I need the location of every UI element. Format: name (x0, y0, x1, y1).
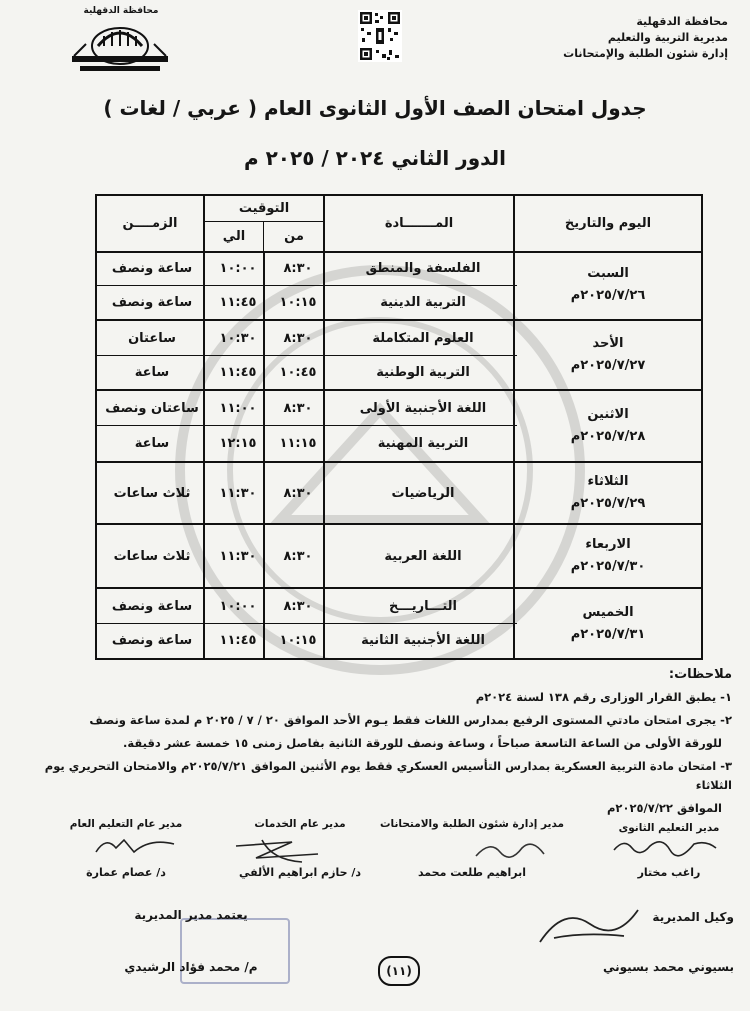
from-cell: ٨:٣٠ (283, 330, 313, 346)
from-cell: ٨:٣٠ (283, 485, 313, 501)
table-row (97, 426, 517, 460)
to-cell: ١٠:٠٠ (219, 598, 257, 614)
day-date: ٢٠٢٥/٧/٢٧م (570, 358, 646, 373)
from-cell: ١٠:٤٥ (279, 364, 317, 380)
day-date: ٢٠٢٥/٧/٢٨م (570, 429, 646, 444)
to-cell: ١١:٣٠ (219, 548, 257, 564)
note-2: ٢- يجرى امتحان مادتي المستوى الرفيع بمدارس اللغات فقط يـوم الأحد الموافق ٢٠ / ٧ / ٢٠٢٥ م لمدة ساعة ونصف (89, 713, 732, 727)
handwritten-signature (610, 834, 720, 858)
day-group-sunday (97, 321, 517, 391)
duration-cell: ساعتان (128, 330, 176, 346)
exam-schedule-table (95, 194, 703, 660)
day-group-saturday (97, 251, 517, 321)
subject-cell: اللغة الأجنبية الثانية (361, 633, 485, 648)
org-line-1: محافظة الدقهلية (636, 15, 728, 28)
duration-cell: ساعة ونصف (111, 633, 193, 648)
signature-director (96, 908, 286, 980)
to-cell: ١٠:٣٠ (219, 330, 257, 346)
to-cell: ١١:٠٠ (219, 400, 257, 416)
subject-cell: التربية الدينية (380, 294, 466, 310)
signature-name: ابراهيم طلعت محمد (417, 866, 527, 879)
signature-role: مدير عام الخدمات (254, 818, 346, 830)
signature-name: د/ حازم ابراهيم الألفي (239, 866, 361, 879)
day-group-tuesday (97, 463, 517, 525)
subject-cell: اللغة العربية (384, 548, 462, 564)
day-group-wednesday (97, 525, 517, 589)
day-name: الاثنين (587, 407, 629, 422)
table-row (97, 463, 517, 523)
from-cell: ٨:٣٠ (283, 548, 313, 564)
organization-header (538, 14, 728, 62)
day-cell-monday (515, 391, 701, 463)
day-date: ٢٠٢٥/٧/٣١م (570, 626, 646, 642)
qr-code (358, 10, 402, 62)
day-cell-wednesday (515, 525, 701, 589)
subject-cell: التـــاريـــخ (389, 598, 457, 614)
to-cell: ١٢:١٥ (219, 435, 257, 451)
signature-name: م/ محمد فؤاد الرشيدي (124, 960, 258, 974)
org-line-2: مديرية التربية والتعليم (607, 31, 728, 44)
signature-role: يعتمد مدير المديرية (134, 908, 248, 922)
duration-cell: ساعة (134, 435, 170, 451)
to-cell: ١٠:٠٠ (219, 260, 257, 276)
signature-role: مدير إدارة شئون الطلبة والامتحانات (379, 818, 565, 830)
day-name: الأحد (592, 336, 624, 351)
table-row (97, 589, 517, 624)
table-row (97, 623, 517, 658)
signature-name: راغب مختار (637, 866, 701, 879)
day-name: الخميس (582, 604, 634, 620)
signature-role: مدير التعليم الثانوى (618, 822, 720, 834)
governorate-logo (64, 6, 176, 78)
page-subtitle: الدور الثاني ٢٠٢٤ / ٢٠٢٥ م (243, 146, 507, 170)
subject-cell: التربية الوطنية (376, 364, 470, 380)
table-row (97, 391, 517, 426)
subject-cell: الرياضيات (391, 485, 455, 501)
duration-cell: ساعة ونصف (111, 598, 193, 614)
page-title: جدول امتحان الصف الأول الثانوى العام ( عربي / لغات ) (103, 96, 647, 120)
header-duration: الزمــــن (122, 216, 178, 231)
table-row (97, 285, 517, 319)
from-cell: ١٠:١٥ (279, 633, 317, 648)
from-cell: ٨:٣٠ (283, 598, 313, 614)
handwritten-signature (534, 902, 644, 948)
note-1: ١- يطبق القرار الوزارى رقم ١٣٨ لسنة ٢٠٢٤م (475, 690, 732, 704)
subject-cell: الفلسفة والمنطق (365, 260, 481, 276)
header-to: الي (222, 229, 246, 244)
page-number: (١١) (378, 956, 420, 986)
day-name: الثلاثاء (587, 474, 629, 489)
day-cell-tuesday (515, 463, 701, 525)
day-date: ٢٠٢٥/٧/٢٩م (570, 496, 646, 511)
handwritten-signature (232, 836, 322, 866)
signature-name: د/ عصام عمارة (86, 866, 166, 879)
day-cell-saturday (515, 251, 701, 321)
logo-caption: محافظة الدقهلية (83, 6, 159, 16)
note-3: ٣- امتحان مادة التربية العسكرية بمدارس التأسيس العسكري فقط يوم الأثنين الموافق ٢٠٢٥/٧/٢١م والامتحان التحريري يوم الثلاثاء (44, 759, 732, 792)
header-timing: التوقيت (205, 196, 323, 222)
duration-cell: ثلاث ساعات (113, 485, 191, 501)
handwritten-signature (470, 834, 550, 864)
day-date: ٢٠٢٥/٧/٢٦م (570, 288, 646, 303)
subject-cell: اللغة الأجنبية الأولى (359, 400, 487, 416)
duration-cell: ثلاث ساعات (113, 548, 191, 564)
note-3-continued: الموافق ٢٠٢٥/٧/٢٢م (606, 801, 722, 815)
subject-cell: التربية المهنية (377, 435, 469, 451)
org-line-3: إدارة شئون الطلبة والإمتحانات (563, 47, 728, 60)
notes-title: ملاحظات: (668, 667, 732, 682)
table-header-row (97, 196, 701, 253)
day-group-thursday (97, 589, 517, 658)
duration-cell: ساعة ونصف (111, 294, 193, 310)
to-cell: ١١:٤٥ (219, 633, 257, 648)
notes-section (32, 667, 732, 822)
signature-role: مدير عام التعليم العام (69, 818, 183, 830)
day-group-monday (97, 391, 517, 463)
table-row (97, 525, 517, 587)
duration-cell: ساعة ونصف (111, 260, 193, 276)
to-cell: ١١:٤٥ (219, 364, 257, 380)
from-cell: ١١:١٥ (279, 435, 317, 451)
day-name: السبت (587, 266, 629, 281)
to-cell: ١١:٤٥ (219, 294, 257, 310)
day-cell-thursday (515, 589, 701, 658)
header-day-date: اليوم والتاريخ (564, 216, 652, 231)
day-date: ٢٠٢٥/٧/٣٠م (570, 559, 646, 574)
from-cell: ٨:٣٠ (283, 260, 313, 276)
subject-cell: العلوم المتكاملة (372, 330, 474, 346)
handwritten-signature (90, 832, 180, 860)
signature-name: بسيوني محمد بسيوني (603, 960, 734, 974)
day-cell-sunday (515, 321, 701, 391)
signature-role: وكيل المديرية (652, 910, 734, 924)
from-cell: ٨:٣٠ (283, 400, 313, 416)
header-from: من (284, 229, 304, 244)
duration-cell: ساعة (134, 364, 170, 380)
table-row (97, 355, 517, 389)
duration-cell: ساعتان ونصف (105, 400, 199, 416)
table-row (97, 251, 517, 286)
to-cell: ١١:٣٠ (219, 485, 257, 501)
from-cell: ١٠:١٥ (279, 294, 317, 310)
header-subject: المـــــــادة (384, 216, 454, 231)
table-row (97, 321, 517, 356)
note-2-continued: للورقة الأولى من الساعة التاسعة صباحاً ، وساعة ونصف للورقة الثانية بفاصل زمنى ١٥ خمسة عشر دقيقة. (123, 736, 722, 750)
day-name: الاربعاء (585, 537, 631, 552)
